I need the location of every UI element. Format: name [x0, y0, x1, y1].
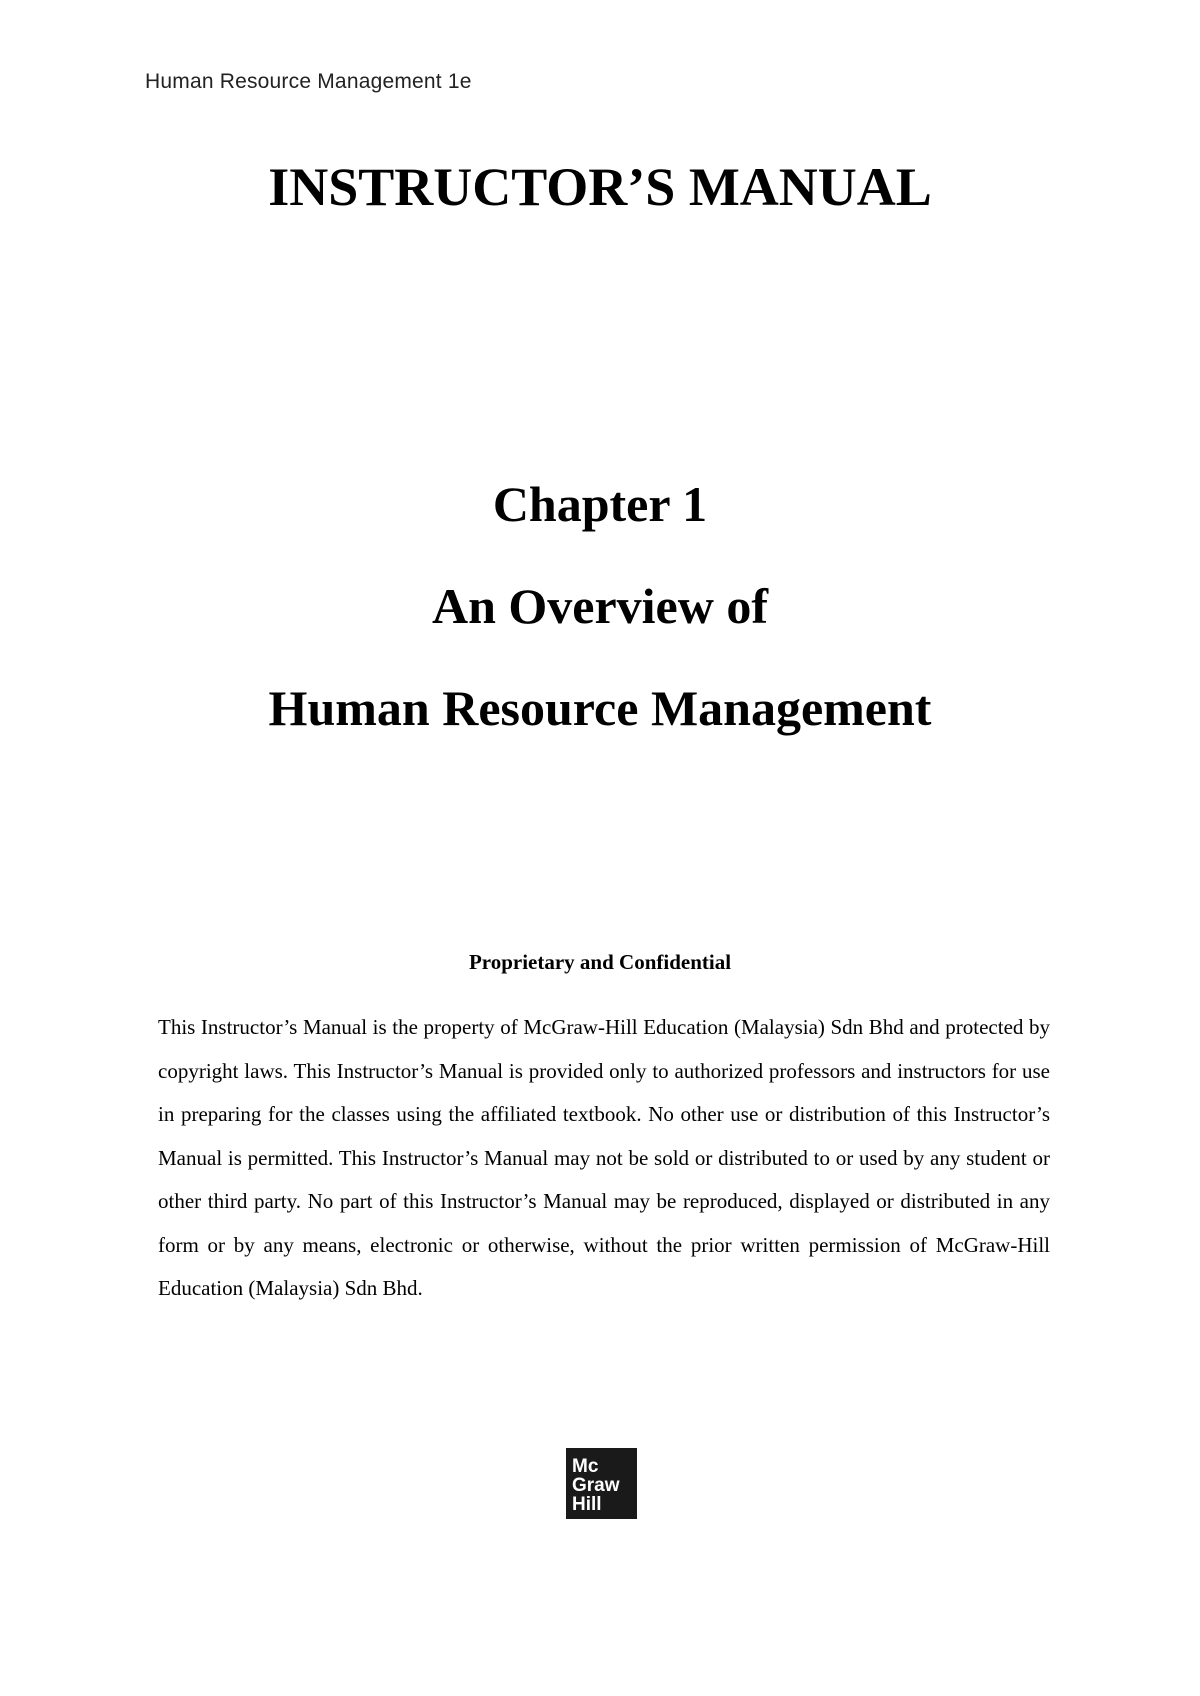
logo-line-graw: Graw — [572, 1475, 620, 1496]
chapter-heading-block — [0, 478, 1200, 784]
confidentiality-heading: Proprietary and Confidential — [468, 950, 732, 974]
manual-title: INSTRUCTOR’S MANUAL — [268, 157, 932, 217]
mcgraw-hill-logo — [566, 1448, 637, 1519]
chapter-title-line-2: Human Resource Management — [268, 680, 932, 736]
mcgraw-hill-logo-text — [572, 1454, 634, 1516]
confidentiality-notice: This Instructor’s Manual is the property of McGraw-Hill Education (Malaysia) Sdn Bhd and protected by copyright laws. This Instructor’s Manual is provided only to authorized professors and instructors for use in preparing for the classes using the affiliated textbook. No other use or distribution of this Instructor’s Manual is permitted. This Instructor’s Manual may not be sold or distributed to or used by any student or other third party. No part of this Instructor’s Manual may be reproduced, displayed or distributed in any form or by any means, electronic or otherwise, without the prior written permission of McGraw-Hill Education (Malaysia) Sdn Bhd. — [158, 1015, 1050, 1300]
chapter-title-line-1: An Overview of — [431, 578, 769, 634]
chapter-label: Chapter 1 — [492, 476, 708, 532]
logo-line-hill: Hill — [572, 1494, 602, 1515]
logo-line-mc: Mc — [572, 1456, 599, 1477]
running-header: Human Resource Management 1e — [145, 70, 472, 93]
